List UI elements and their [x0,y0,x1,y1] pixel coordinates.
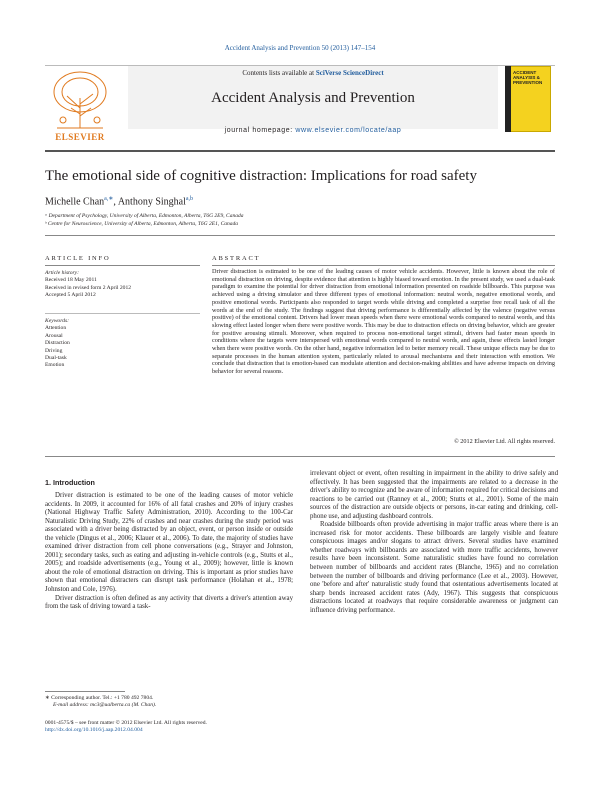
divider [45,235,555,236]
issn-line: 0001-4575/$ – see front matter © 2012 Elsevier Ltd. All rights reserved. [45,720,207,726]
divider [45,456,555,457]
journal-homepage-line [128,127,498,134]
journal-reference[interactable]: Accident Analysis and Prevention 50 (2013) 147–154 [224,44,376,52]
paragraph: Roadside billboards often provide advertising in major traffic areas where there is an increased risk for motor accidents. These billboards are largely visible and feature conspicuous images and/or slogans to attract drivers. Several studies have examined whether roadways with billboards are associated with more traffic accidents, however results have been inconsistent. Some naturalistic studies have found no correlation between number of billboards and accident rates (Blanche, 1965) and no correlation between the number of billboards and driving performance (Lee et al., 2003). However, one 'before and after' naturalistic study found that ostentatious advertisements located at sharp bends increased accident rates (Ady, 1967). This suggests that conspicuous distractions located at roadways that require considerable awareness or judgment can influence driving performance. [310,521,558,614]
author-affiliation-marker[interactable]: a,b [185,196,194,202]
abstract-heading: ABSTRACT [212,255,261,262]
corresponding-author-note: ∗ Corresponding author. Tel.: +1 780 492 7804. [45,695,154,701]
author-name: Anthony Singhal [117,196,186,208]
author-separator: , [113,196,118,208]
section-heading-introduction: 1. Introduction [45,478,95,487]
divider [45,313,200,314]
paragraph: Driver distraction is estimated to be one of the leading causes of motor vehicle accidents. In 2009, it accounted for 16% of all fatal crashes and 20% of injury crashes (National Highway Traffic Safety Administration, 2010). According to the 100-Car Naturalistic Driving Study, 22% of crashes and near crashes during the study period was associated with a driver being distracted by an object, event, or person inside or outside the vehicle (Dingus et al., 2006; Klauer et al., 2006). To date, the majority of studies have examined driver distraction from cell phone conversations (e.g., Strayer and Johnston, 2001); secondary tasks, such as eating and adjusting in-vehicle controls (e.g., Stutts et al., 2005); and roadside advertisements (e.g., Young et al., 2009); however, little is known about the role of emotional distraction on driving. This is important as prior studies have shown that emotional distracters can disrupt task performance (Holahan et al., 1978; Johnston and Cole, 1976). [45,492,293,594]
paragraph: irrelevant object or event, often resulting in impairment in the ability to drive safely and effectively. It has been suggested that the impairments are related to a decrease in the driver's ability to recognize and be aware of information required for critical decisions and reactions to be carried out (Ranney et al., 2000; Stutts et al., 2001). Some of the main sources of the distraction are outside objects or persons, in-car eating and drinking, cell-phone use, and adjusting dashboard controls. [310,470,558,520]
affiliation-a: ᵃ Department of Psychology, University of Alberta, Edmonton, Alberta, T6G 2E9, Canada [45,213,244,219]
body-column-left [45,492,293,612]
divider [45,265,200,266]
publisher-name: ELSEVIER [55,132,105,142]
keyword: Arousal [45,332,63,339]
email-note: E-mail address: mc3@ualberta.ca (M. Chan). [53,702,157,709]
doi-link[interactable]: http://dx.doi.org/10.1016/j.aap.2012.04.004 [45,727,143,734]
author-affiliation-marker[interactable]: a,∗ [104,196,114,202]
history-accepted: Accepted 5 April 2012 [45,292,96,299]
sciencedirect-link[interactable]: SciVerse ScienceDirect [315,69,384,77]
paper-title: The emotional side of cognitive distraction: Implications for road safety [45,168,477,184]
footnotes [45,695,300,709]
history-revised: Received in revised form 2 April 2012 [45,284,132,291]
history-label: Article history: [45,270,80,276]
paragraph: Driver distraction is often defined as any activity that diverts a driver's attention away from the task of driving toward a task- [45,594,293,611]
contents-available-line [128,69,498,77]
divider [212,265,555,266]
article-info-heading: ARTICLE INFO [45,255,111,262]
author-name: Michelle Chan [45,196,105,208]
keyword: Driving [45,347,63,354]
keyword: Emotion [45,362,65,369]
journal-cover-band [505,66,511,132]
keyword: Attention [45,325,67,332]
issn-doi-block [45,720,345,734]
homepage-prefix: journal homepage: [224,127,296,134]
copyright-notice: © 2012 Elsevier Ltd. All rights reserved. [454,438,555,445]
footnote-rule [45,691,125,692]
author-list [45,195,193,207]
keywords-label: Keywords: [45,318,70,324]
header-top-rule [45,65,555,66]
history-received: Received 18 May 2011 [45,277,97,284]
journal-title: Accident Analysis and Prevention [211,90,415,106]
keyword: Dual-task [45,355,67,362]
header-bottom-rule [45,150,555,152]
article-history [45,270,200,300]
keywords [45,318,200,370]
abstract-text: Driver distraction is estimated to be one of the leading causes of motor vehicle accidents. However, little is known about the role of emotional distraction on driving, despite evidence that attention is highly biased toward emotion. In the present study, we used a dual-task paradigm to examine the potential for driver distraction from emotional information presented on roadside billboards. This purpose was achieved using a driving simulator and three different types of emotional information: neutral words, negative emotional words, and positive emotional words. Participants also responded to target words while driving and completed a surprise free recall task of all the words at the end of the study. The findings suggest that driving performance is differentially affected by the valence (negative versus positive) of the emotional content. Drivers had lower mean speeds when there were emotional words compared to neutral words, and this slowing effect lasted longer when there were positive words. This may be due to distraction effects on driving behavior, which are greater for positive arousing stimuli. Moreover, when required to process non-emotional target stimuli, drivers had faster mean speeds in conditions where the targets were interspersed with emotional words compared to neutral words, and again, these effects lasted longer when there were positive words. On the other hand, negative information led to better memory recall. These unique effects may be due to separate processes in the human attention system, particularly related to arousal mechanisms and their interaction with emotion. We conclude that distraction that is emotion-based can modulate attention and decision-making abilities and have adverse impacts on driving behavior for several reasons. [212,268,555,376]
affiliation-b: ᵇ Centre for Neuroscience, University of Alberta, Edmonton, Alberta, T6G 2E1, Canada [45,221,239,227]
journal-cover-title: ACCIDENT ANALYSIS & PREVENTION [513,70,543,85]
contents-prefix: Contents lists available at [242,69,316,77]
keyword: Distraction [45,340,70,347]
body-column-right [310,470,558,615]
homepage-link[interactable]: www.elsevier.com/locate/aap [295,127,402,134]
